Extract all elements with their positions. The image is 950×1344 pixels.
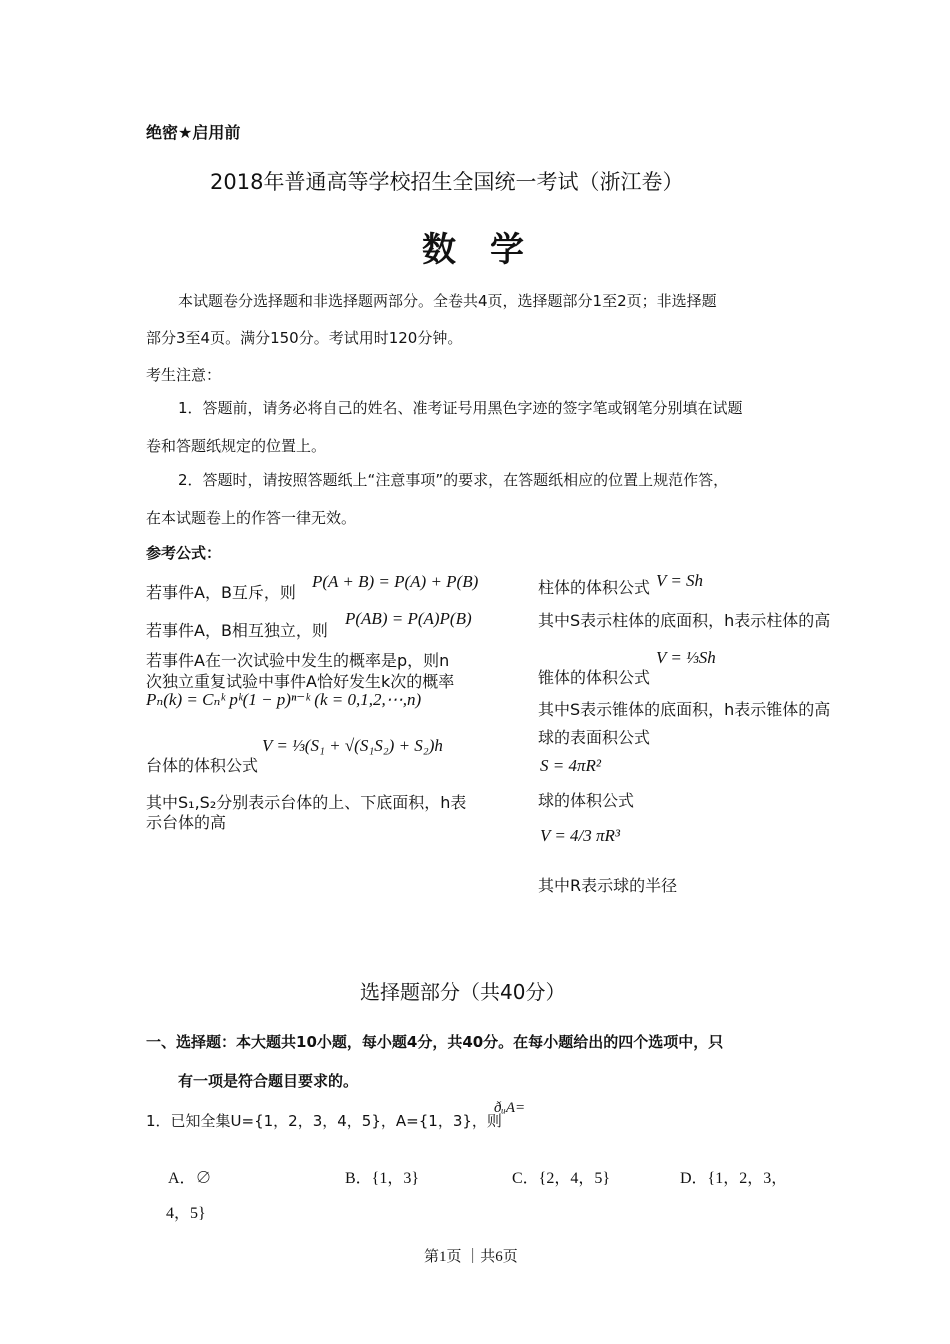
mutex-formula: P(A + B) = P(A) + P(B) bbox=[312, 572, 479, 591]
frustum-text: 台体的体积公式 bbox=[146, 756, 259, 775]
frustum-note-line-2: 示台体的高 bbox=[146, 813, 227, 832]
prism-text: 柱体的体积公式 bbox=[538, 578, 651, 597]
cone-formula: V = ⅓Sh bbox=[656, 648, 716, 667]
cone-text: 锥体的体积公式 bbox=[538, 668, 651, 687]
formulas-heading: 参考公式： bbox=[146, 544, 222, 562]
prism-formula: V = Sh bbox=[656, 571, 704, 590]
option-d-line-1: D．{1，2，3， bbox=[680, 1170, 788, 1187]
sphere-volume-formula: V = 4/3 πR³ bbox=[540, 826, 621, 845]
independence-text: 若事件A，B相互独立，则 bbox=[146, 621, 328, 640]
section-instruction-line-2: 有一项是符合题目要求的。 bbox=[178, 1072, 359, 1090]
intro-line-2: 部分3至4页。满分150分。考试用时120分钟。 bbox=[146, 329, 463, 347]
notice-item-2-line-2: 在本试题卷上的作答一律无效。 bbox=[146, 509, 357, 527]
sphere-volume-text: 球的体积公式 bbox=[538, 791, 635, 810]
option-b: B．{1，3} bbox=[345, 1170, 420, 1187]
sphere-note: 其中R表示球的半径 bbox=[538, 876, 678, 895]
sphere-area-formula: S = 4πR² bbox=[540, 756, 601, 775]
notice-item-2-line-1: 2．答题时，请按照答题纸上“注意事项”的要求，在答题纸相应的位置上规范作答， bbox=[178, 471, 729, 489]
independence-formula: P(AB) = P(A)P(B) bbox=[345, 609, 472, 628]
prism-note: 其中S表示柱体的底面积，h表示柱体的高 bbox=[538, 611, 831, 630]
question-1-complement: ðᵤA= bbox=[494, 1100, 526, 1116]
cone-note: 其中S表示锥体的底面积，h表示锥体的高 bbox=[538, 700, 831, 719]
binomial-formula: Pₙ(k) = Cₙᵏ pᵏ(1 − p)ⁿ⁻ᵏ (k = 0,1,2,⋯,n) bbox=[146, 690, 422, 709]
option-c: C．{2，4，5} bbox=[512, 1170, 611, 1187]
notice-item-1-line-1: 1．答题前，请务必将自己的姓名、准考证号用黑色字迹的签字笔或钢笔分别填在试题 bbox=[178, 399, 743, 417]
notice-item-1-line-2: 卷和答题纸规定的位置上。 bbox=[146, 437, 327, 455]
binomial-line-2: 次独立重复试验中事件A恰好发生k次的概率 bbox=[146, 672, 455, 691]
option-a: A．∅ bbox=[168, 1170, 212, 1187]
binomial-line-1: 若事件A在一次试验中发生的概率是p，则n bbox=[146, 651, 450, 670]
notice-heading: 考生注意： bbox=[146, 366, 222, 384]
frustum-formula: V = ⅓(S₁ + √(S₁S₂) + S₂)h bbox=[262, 736, 443, 755]
section-instruction-line-1: 一、选择题：本大题共10小题，每小题4分，共40分。在每小题给出的四个选项中，只 bbox=[146, 1033, 724, 1051]
section-title: 选择题部分（共40分） bbox=[360, 980, 566, 1004]
secret-label: 绝密★启用前 bbox=[146, 123, 241, 142]
page-footer: 第1页 ｜共6页 bbox=[424, 1249, 518, 1265]
intro-line-1: 本试题卷分选择题和非选择题两部分。全卷共4页，选择题部分1至2页；非选择题 bbox=[178, 292, 717, 310]
sphere-area-text: 球的表面积公式 bbox=[538, 728, 651, 747]
mutex-text: 若事件A，B互斥，则 bbox=[146, 583, 296, 602]
exam-title: 2018年普通高等学校招生全国统一考试（浙江卷） bbox=[210, 170, 684, 194]
subject-title: 数 学 bbox=[422, 230, 524, 270]
frustum-note-line-1: 其中S₁,S₂分别表示台体的上、下底面积，h表 bbox=[146, 793, 467, 812]
option-d-line-2: 4，5} bbox=[166, 1205, 206, 1222]
question-1-stem: 1．已知全集U={1，2，3，4，5}，A={1，3}，则 bbox=[146, 1112, 502, 1130]
